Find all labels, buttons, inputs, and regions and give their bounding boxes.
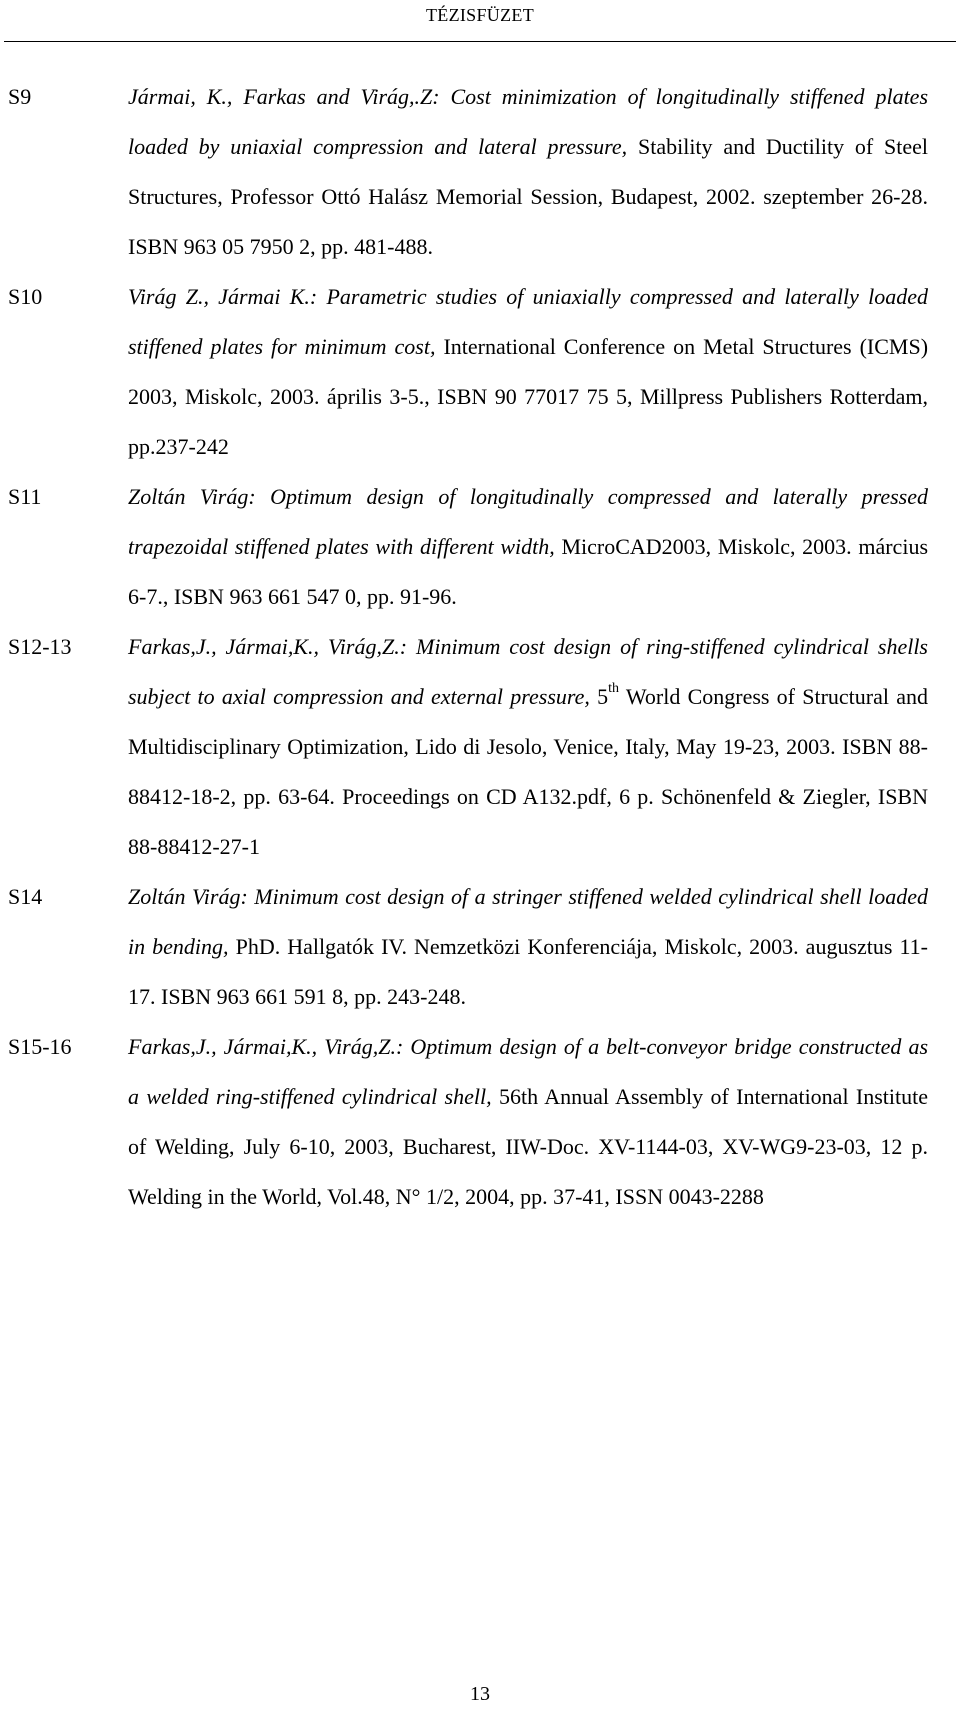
reference-id: S14 bbox=[8, 884, 43, 909]
reference-item-s12-13 bbox=[0, 622, 960, 872]
reference-authors: Virág Z., Jármai K.: bbox=[128, 284, 318, 309]
reference-text bbox=[128, 72, 928, 272]
reference-id: S11 bbox=[8, 484, 42, 509]
reference-details: International Conference on Metal Structures (ICMS) 2003, Miskolc, 2003. április 3-5., ISBN 90 77017 75 5, Millpress Publishers Rotterdam, pp.237-242 bbox=[128, 334, 929, 459]
page-number: 13 bbox=[470, 1683, 490, 1705]
reference-authors: Farkas,J., Jármai,K., Virág,Z.: bbox=[128, 634, 408, 659]
reference-authors: Jármai, K., Farkas and Virág,.Z: bbox=[128, 84, 440, 109]
reference-text bbox=[128, 622, 928, 872]
reference-details-ordinal: 5 bbox=[597, 684, 609, 709]
reference-id: S9 bbox=[8, 84, 32, 109]
reference-details: MicroCAD2003, Miskolc, 2003. március 6-7., ISBN 963 661 547 0, pp. 91-96. bbox=[128, 534, 928, 609]
reference-text bbox=[128, 1022, 928, 1222]
running-header: TÉZISFÜZET bbox=[426, 5, 534, 25]
reference-title: Minimum cost design of ring-stiffened cylindrical shells subject to axial compression and external pressure, bbox=[128, 634, 928, 709]
reference-text bbox=[128, 472, 928, 622]
reference-title: Parametric studies of uniaxially compressed and laterally loaded stiffened plates for minimum cost, bbox=[128, 284, 928, 359]
reference-details: World Congress of Structural and Multidisciplinary Optimization, Lido di Jesolo, Venice, Italy, May 19-23, 2003. ISBN 88-88412-18-2, pp. 63-64. Proceedings on CD A132.pdf, 6 p. Schönenfeld & Ziegler, ISBN 88-88412-27-1 bbox=[128, 684, 928, 859]
header-divider bbox=[4, 41, 956, 42]
reference-authors: Zoltán Virág: bbox=[128, 484, 256, 509]
reference-text bbox=[128, 872, 928, 1022]
reference-id: S15-16 bbox=[8, 1034, 72, 1059]
reference-id: S10 bbox=[8, 284, 43, 309]
reference-text bbox=[128, 272, 928, 472]
reference-authors: Farkas,J., Jármai,K., Virág,Z.: bbox=[128, 1034, 404, 1059]
reference-details: Stability and Ductility of Steel Structures, Professor Ottó Halász Memorial Session, Budapest, 2002. szeptember 26-28. ISBN 963 05 7950 2, pp. 481-488. bbox=[128, 134, 928, 259]
reference-id: S12-13 bbox=[8, 634, 72, 659]
reference-item-s10 bbox=[0, 272, 960, 472]
reference-title: Optimum design of longitudinally compressed and laterally pressed trapezoidal stiffened plates with different width, bbox=[128, 484, 929, 559]
reference-title: Optimum design of a belt-conveyor bridge constructed as a welded ring-stiffened cylindrical shell, bbox=[128, 1034, 929, 1109]
reference-item-s9 bbox=[0, 72, 960, 272]
reference-details: 56th Annual Assembly of International Institute of Welding, July 6-10, 2003, Bucharest, IIW-Doc. XV-1144-03, XV-WG9-23-03, 12 p. Welding in the World, Vol.48, N° 1/2, 2004, pp. 37-41, ISSN 0043-2288 bbox=[128, 1084, 929, 1209]
reference-authors: Zoltán Virág: bbox=[128, 884, 248, 909]
reference-title: Cost minimization of longitudinally stiffened plates loaded by uniaxial compression and lateral pressure, bbox=[128, 84, 929, 159]
reference-item-s14 bbox=[0, 872, 960, 1022]
reference-item-s15-16 bbox=[0, 1022, 960, 1222]
reference-details-ordinal-suffix: th bbox=[608, 681, 620, 696]
reference-title: Minimum cost design of a stringer stiffened welded cylindrical shell loaded in bending, bbox=[128, 884, 929, 959]
reference-item-s11 bbox=[0, 472, 960, 622]
reference-details: PhD. Hallgatók IV. Nemzetközi Konferenciája, Miskolc, 2003. augusztus 11-17. ISBN 963 661 591 8, pp. 243-248. bbox=[128, 934, 929, 1009]
reference-list bbox=[0, 72, 960, 1222]
